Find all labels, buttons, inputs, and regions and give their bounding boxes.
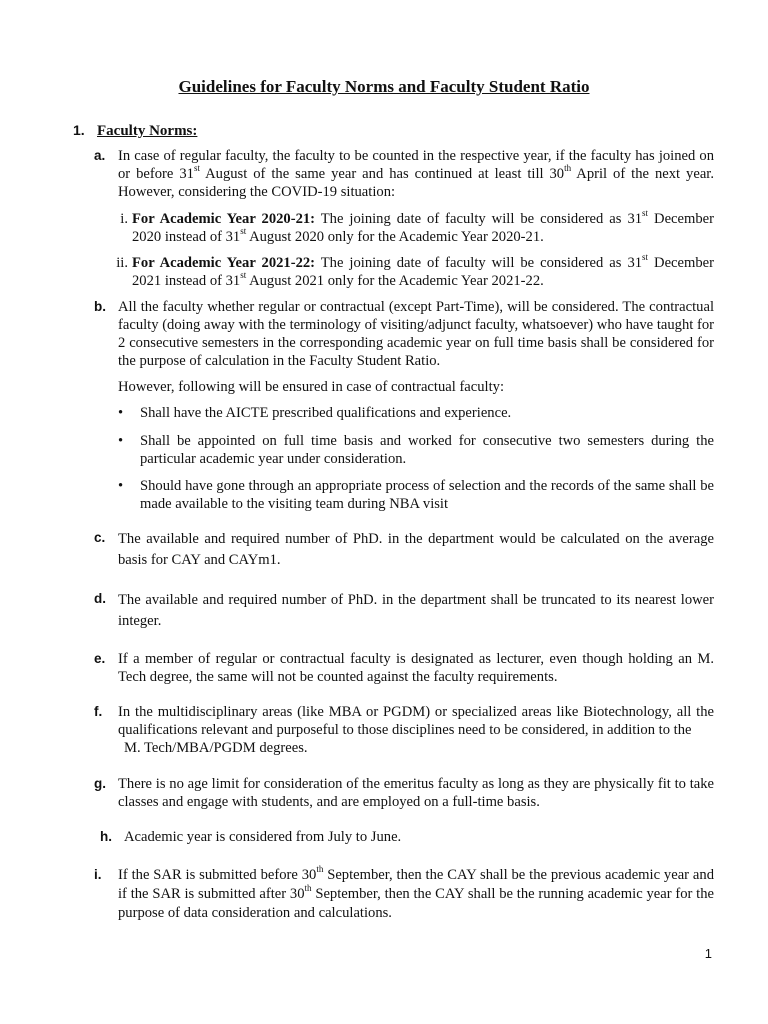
item-text: All the faculty whether regular or contractual (except Part-Time), will be considered. The contractual faculty (doing away with the terminology of visiting/adjunct faculty, whatsoever) who have taught for 2 consecutive semesters in the corresponding academic year on full time basis shall be considered for the purpose of calculation in the Faculty Student Ratio. xyxy=(118,299,714,369)
bullet-item: • Shall have the AICTE prescribed qualifications and experience. xyxy=(118,405,512,421)
bullet-icon: • xyxy=(118,478,124,494)
item-label: e. xyxy=(94,651,106,666)
item-label: g. xyxy=(94,776,106,791)
section-heading-text: Faculty Norms: xyxy=(97,123,198,139)
item-e xyxy=(94,650,714,686)
item-i xyxy=(94,866,714,923)
item-label: a. xyxy=(94,148,106,163)
item-label: c. xyxy=(94,530,106,545)
item-a xyxy=(94,147,714,201)
item-text: In case of regular faculty, the faculty to be counted in the respective year, if the faculty has joined on or before 31st August of the same year and has continued at least till 30th April of the next year. However, considering the COVID-19 situation: xyxy=(118,148,714,200)
subitem-2020-21 xyxy=(104,210,714,246)
subitem-text: For Academic Year 2021-22: The joining date of faculty will be considered as 31st December 2021 instead of 31st August 2021 only for the Academic Year 2021-22. xyxy=(132,252,715,289)
subitem-label: i. xyxy=(120,211,128,227)
subitem-2021-22 xyxy=(104,254,714,290)
subitem-text: For Academic Year 2020-21: The joining date of faculty will be considered as 31st December 2020 instead of 31st August 2020 only for the Academic Year 2020-21. xyxy=(132,208,715,245)
item-f xyxy=(94,703,714,757)
bullet-icon: • xyxy=(118,433,124,449)
item-c xyxy=(94,529,714,571)
item-label: b. xyxy=(94,299,106,314)
item-label: d. xyxy=(94,591,106,606)
item-b xyxy=(94,298,714,370)
item-text: There is no age limit for consideration of the emeritus faculty as long as they are physically fit to take classes and engage with students, and are employed on a full-time basis. xyxy=(118,776,714,810)
item-text: If a member of regular or contractual faculty is designated as lecturer, even though holding an M. Tech degree, the same will not be counted against the faculty requirements. xyxy=(118,651,714,685)
page-number: 1 xyxy=(704,946,712,961)
bullet-item: • Shall be appointed on full time basis and worked for consecutive two semesters during the particular academic year under consideration. xyxy=(118,433,714,467)
subitem-label: ii. xyxy=(116,255,128,271)
bullet-item: • Should have gone through an appropriate process of selection and the records of the same shall be made available to the visiting team during NBA visit xyxy=(118,478,714,512)
item-text: The available and required number of PhD. in the department shall be truncated to its nearest lower integer. xyxy=(118,592,714,629)
item-label: h. xyxy=(100,829,112,844)
item-g xyxy=(94,775,714,811)
bullet-icon: • xyxy=(118,405,124,421)
however-text: However, following will be ensured in case of contractual faculty: xyxy=(118,379,505,395)
item-d xyxy=(94,590,714,632)
document-title: Guidelines for Faculty Norms and Faculty Student Ratio xyxy=(178,77,590,96)
item-label: f. xyxy=(94,704,103,719)
section-heading xyxy=(73,121,197,140)
section-number: 1. xyxy=(73,122,85,138)
item-text: The available and required number of PhD. in the department would be calculated on the average basis for CAY and CAYm1. xyxy=(118,531,714,568)
item-label: i. xyxy=(94,867,102,882)
item-h xyxy=(100,828,720,846)
item-text: Academic year is considered from July to June. xyxy=(124,829,402,845)
item-text: If the SAR is submitted before 30th September, then the CAY shall be the previous academic year and if the SAR is submitted after 30th September, then the CAY shall be the running academic year for the purpose of data consideration and calculations. xyxy=(118,864,714,921)
item-text: In the multidisciplinary areas (like MBA or PGDM) or specialized areas like Biotechnology, all the qualifications relevant and purposeful to those disciplines need to be considered, in addition to the M. Tech/MBA/PGDM degrees. xyxy=(118,704,714,756)
